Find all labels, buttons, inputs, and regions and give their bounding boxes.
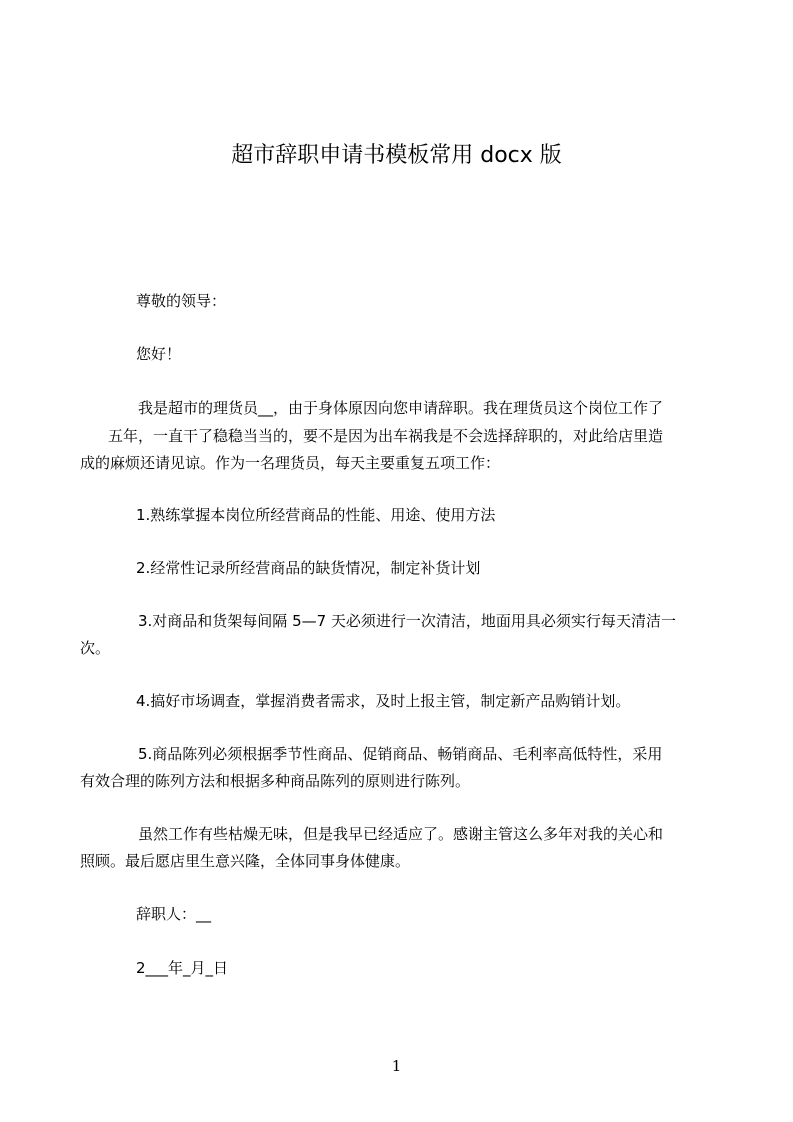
document-title: 超市辞职申请书模板常用 docx 版 [231, 143, 562, 168]
salutation: 尊敬的领导： [136, 292, 227, 310]
list-item-1: 1.熟练掌握本岗位所经营商品的性能、用途、使用方法 [136, 506, 496, 524]
closing-line-1: 虽然工作有些枯燥无味，但是我早已经适应了。感谢主管这么多年对我的关心和 [138, 825, 664, 843]
list-item-4: 4.搞好市场调查，掌握消费者需求，及时上报主管，制定新产品购销计划。 [136, 692, 631, 710]
paragraph-1-line-3: 成的麻烦还请见谅。作为一名理货员，每天主要重复五项工作： [80, 454, 501, 472]
page-number: 1 [391, 1057, 402, 1075]
greeting: 您好！ [136, 345, 182, 363]
closing-line-2: 照顾。最后愿店里生意兴隆，全体同事身体健康。 [80, 852, 411, 870]
paragraph-1-line-1: 我是超市的理货员__，由于身体原因向您申请辞职。我在理货员这个岗位工作了 [138, 399, 664, 417]
paragraph-1-line-2: 五年，一直干了稳稳当当的，要不是因为出车祸我是不会选择辞职的，对此给店里造 [108, 427, 664, 445]
list-item-2: 2.经常性记录所经营商品的缺货情况，制定补货计划 [136, 559, 481, 577]
list-item-5-line-2: 有效合理的陈列方法和根据多种商品陈列的原则进行陈列。 [80, 772, 471, 790]
list-item-5-line-1: 5.商品陈列必须根据季节性商品、促销商品、畅销商品、毛利率高低特性，采用 [138, 745, 663, 763]
signature: 辞职人：__ [136, 905, 212, 923]
list-item-3-line-2: 次。 [80, 639, 111, 657]
list-item-3-line-1: 3.对商品和货架每间隔 5—7 天必须进行一次清洁，地面用具必须实行每天清洁一 [138, 612, 676, 630]
date: 2___年_月_日 [136, 959, 229, 977]
